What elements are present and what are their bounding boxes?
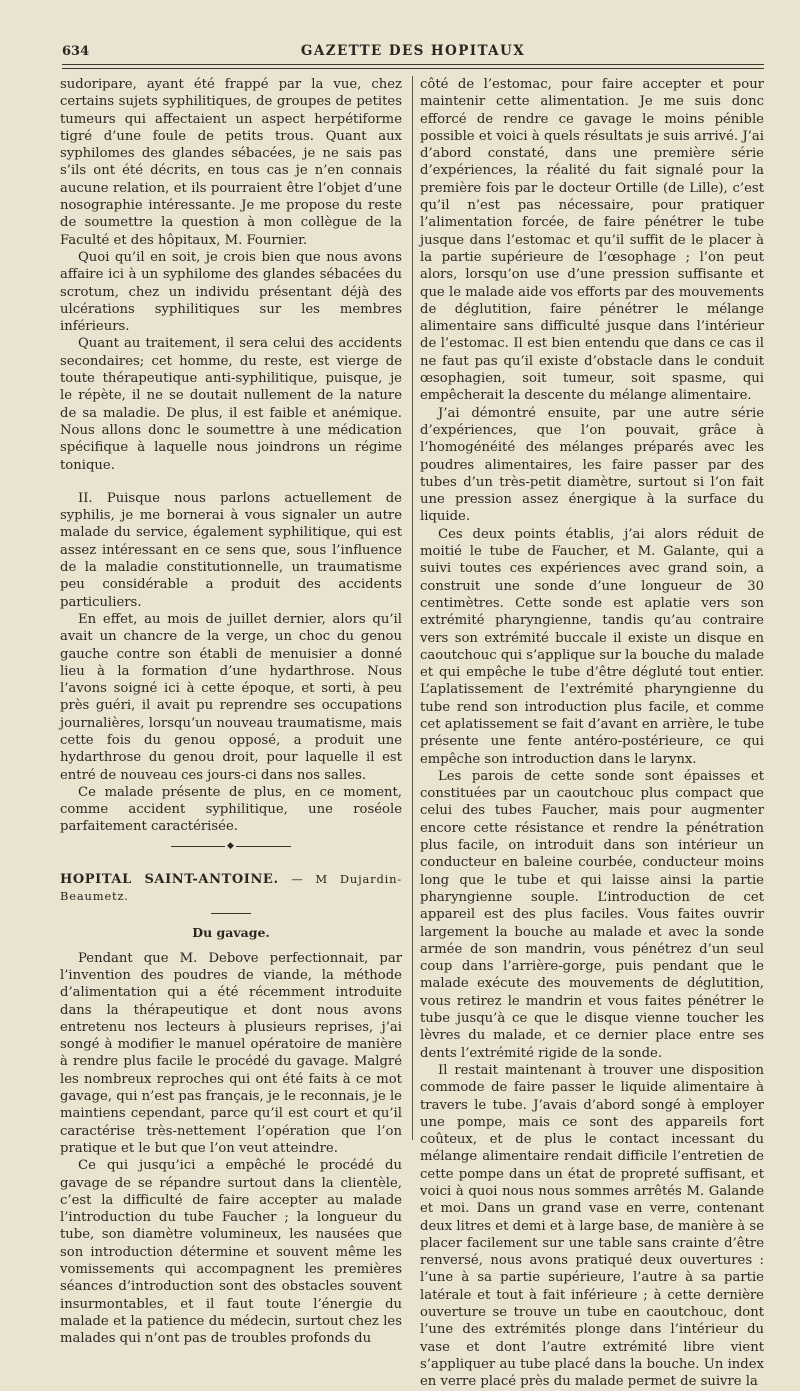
paragraph: Ces deux points établis, j’ai alors réduit de moitié le tube de Faucher, et M. Galante, qui a suivi toutes ces expériences avec grand soin, a construit une sonde d’une longueur de 30 centimètres. Cette sonde est aplatie vers son extrémité pharyngienne, tandis qu’au contraire vers son extrémité buccale il existe un disque en caoutchouc qui s’applique sur la bouche du malade et qui empêche le tube d’être dégluté tout entier. L’aplatissement de l’extrémité pharyngienne du tube rend son introduction plus facile, et comme cet aplatissement se fait d’avant en arrière, le tube présente une fente antéro-postérieure, ce qui empêche son introduction dans le larynx. (420, 526, 764, 767)
paragraph: Ce qui jusqu’ici a empêché le procédé du gavage de se répandre surtout dans la clientèle, c’est la difficulté de faire accepter au malade l’introduction du tube Faucher ; la longueur du tube, son diamètre volumineux, les nausées que son introduction détermine et souvent même les vomissements qui accompagnent les premières séances d’introduction sont des obstacles souvent insurmontables, et il faut toute l’énergie du malade et la patience du médecin, surtout chez les malades qui n’ont pas de troubles profonds du (60, 1158, 402, 1347)
header-rule-thick (62, 64, 764, 65)
paragraph: Quant au traitement, il sera celui des accidents secondaires; cet homme, du reste, est vierge de toute thérapeutique anti-syphilitique, puisque, je le répète, il ne se doutait nullement de la nature de sa maladie. De plus, il est faible et anémique. Nous allons donc le soumettre à une médication spécifique à laquelle nous joindrons un régime tonique. (60, 336, 402, 473)
paragraph: Il restait maintenant à trouver une disposition commode de faire passer le liquide alimentaire à travers le tube. J’avais d’abord songé à employer une pompe, mais ce sont des appareils fort coûteux, et de plus le contact incessant du mélange alimentaire rendait difficile l’entretien de cette pompe dans un état de propreté suffisant, et voici à quoi nous nous sommes arrêtés M. Galande et moi. Dans un grand vase en verre, contenant deux litres et demi et à large base, de manière à se placer facilement sur une table sans crainte d’être renversé, nous avons pratiqué deux ouvertures : l’une à sa partie supérieure, l’autre à sa partie latérale et tout à fait inférieure ; à cette dernière ouverture se trouve un tube en caoutchouc, dont l’une des extrémités plonge dans l’intérieur du vase et dont l’autre extrémité libre vient s’appliquer au tube placé dans la bouche. Un index en verre placé près du malade permet de suivre la (420, 1062, 764, 1390)
paragraph: Pendant que M. Debove perfectionnait, par l’invention des poudres de viande, la méthode d’alimentation qui a été récemment introduite dans la thérapeutique et dont nous avons entretenu nos lecteurs à plusieurs reprises, j’ai songé à modifier le manuel opératoire de manière à rendre plus facile le procédé du gavage. Malgré les nombreux reproches qui ont été faits à ce mot gavage, qui n’est pas français, je le reconnais, je le maintiens cependant, parce qu’il est court et qu’il caractérise très-nettement l’opération que l’on pratique et le but que l’on veut atteindre. (60, 950, 402, 1156)
paragraph: Les parois de cette sonde sont épaisses et constituées par un caoutchouc plus compact que celui des tubes Faucher, mais pour augmenter encore cette résistance et rendre la pénétration plus facile, on introduit dans son intérieur un conducteur en baleine courbée, conducteur moins long que le tube et qui laisse ainsi la partie pharyngienne souple. L’introduction de cet appareil est des plus faciles. Vous faites ouvrir largement la bouche au malade et avec la sonde armée de son mandrin, vous pénétrez d’un seul coup dans l’arrière-gorge, puis pendant que le malade exécute des mouvements de déglutition, vous retirez le mandrin et vous faites pénétrer le tube jusqu’à ce que le disque vienne toucher les lèvres du malade, et ce dernier place entre ses dents l’extrémité rigide de la sonde. (420, 768, 764, 1061)
article-subheading: Du gavage. (192, 925, 270, 941)
paragraph: Quoi qu’il en soit, je crois bien que nous avons affaire ici à un syphilome des glandes sébacées du scrotum, chez un individu présentant déjà des ulcérations syphilitiques sur les membres inférieurs. (60, 249, 402, 335)
column-divider (412, 76, 413, 1140)
short-rule (211, 913, 251, 914)
right-column (420, 76, 764, 1390)
paragraph: II. Puisque nous parlons actuellement de syphilis, je me bornerai à vous signaler un autre malade du service, également syphilitique, qui est assez intéressant en ce sens que, sous l’influence de la maladie constitutionnelle, un traumatisme peu considérable a produit des accidents particuliers. (60, 490, 402, 610)
section-heading (60, 871, 402, 906)
paragraph: J’ai démontré ensuite, par une autre série d’expériences, que l’on pouvait, grâce à l’homogénéité des mélanges préparés avec les poudres alimentaires, les faire passer par des tubes d’un très-petit diamètre, surtout si l’on fait une pression assez énergique à la surface du liquide. (420, 405, 764, 525)
left-column (60, 76, 402, 1347)
page-header (62, 40, 764, 62)
hospital-name: HOPITAL SAINT-ANTOINE. (60, 871, 279, 887)
page-number: 634 (62, 44, 90, 59)
paragraph: sudoripare, ayant été frappé par la vue, chez certains sujets syphilitiques, de groupes de petites tumeurs qui affectaient un aspect herpétiforme tigré d’une foule de petits trous. Quant aux syphilomes des glandes sébacées, je ne sais pas s’ils ont été décrits, en tous cas je n’en connais aucune relation, et ils pourraient être l’objet d’une nosographie intéressante. Je me propose du reste de soumettre la question à mon collègue de la Faculté et des hôpitaux, M. Fournier. (60, 77, 402, 248)
section-separator (171, 846, 291, 853)
paragraph: En effet, au mois de juillet dernier, alors qu’il avait un chancre de la verge, un choc du genou gauche contre son établi de menuisier a donné lieu à la formation d’une hydarthrose. Nous l’avons soigné ici à cette époque, et sorti, à peu près guéri, il avait pu reprendre ses occupations journalières, lorsqu’un nouveau traumatisme, mais cette fois du genou opposé, a produit une hydarthrose du genou droit, pour laquelle il est entré de nouveau ces jours-ci dans nos salles. (60, 611, 402, 783)
journal-title: GAZETTE DES HOPITAUX (300, 43, 526, 59)
paragraph: côté de l’estomac, pour faire accepter et pour maintenir cette alimentation. Je me suis donc efforcé de rendre ce gavage le moins pénible possible et voici à quels résultats je suis arrivé. J’ai d’abord constaté, dans une première série d’expériences, la réalité du fait signalé pour la première fois par le docteur Ortille (de Lille), c’est qu’il n’est pas nécessaire, pour pratiquer l’alimentation forcée, de faire pénétrer le tube jusque dans l’estomac et qu’il suffit de le placer à la partie supérieure de l’œsophage ; l’on peut alors, lorsqu’on use d’une pression suffisante et que le malade aide vos efforts par des mouvements de déglutition, faire pénétrer le mélange alimentaire sans difficulté jusque dans l’intérieur de l’estomac. Il est bien entendu que dans ce cas il ne faut pas qu’il existe d’obstacle dans le conduit œsophagien, soit tumeur, soit spasme, qui empêcherait la descente du mélange alimentaire. (420, 77, 764, 404)
section-author: — M Dujardin-Beaumetz. (60, 871, 402, 904)
header-rule-thin (62, 68, 764, 69)
paragraph: Ce malade présente de plus, en ce moment, comme accident syphilitique, une roséole parfaitement caractérisée. (60, 784, 402, 835)
